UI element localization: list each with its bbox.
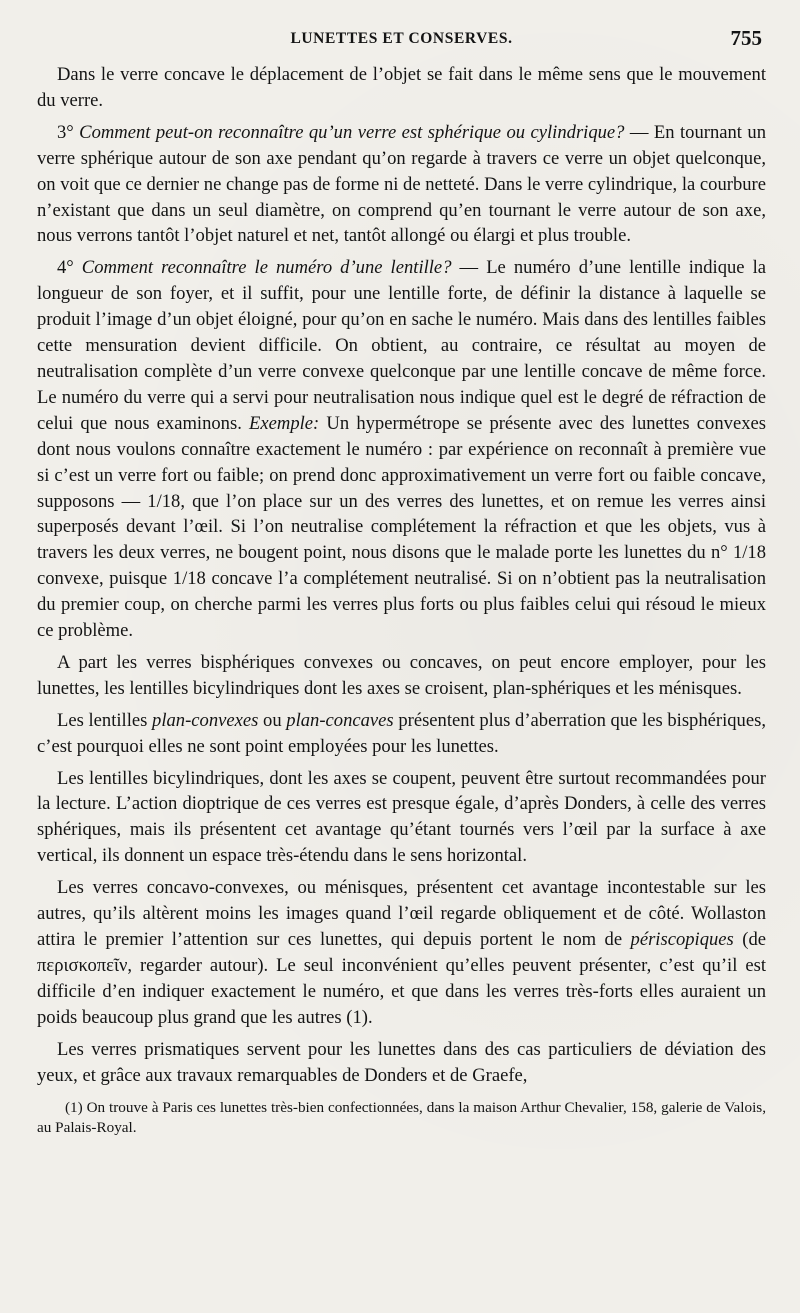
text: Les verres concavo-convexes, ou ménisques, présentent cet avantage incontestable sur les autres, qu’ils altèrent moins les images quand l’œil regarde obliquement et de côté. Wollaston attira le premier l’attention sur ces lunettes, qui depuis portent le nom de	[37, 877, 766, 950]
page-header	[37, 26, 766, 56]
body-text	[37, 62, 766, 1088]
running-title: LUNETTES ET CONSERVES.	[290, 30, 513, 47]
term: périscopiques	[630, 929, 734, 950]
paragraph-bispherical	[37, 650, 766, 702]
footnotes	[37, 1098, 766, 1138]
question-heading: Comment reconnaître le numéro d’une lentille?	[81, 257, 452, 279]
paragraph-plan-lenses	[37, 708, 766, 760]
text: Un hypermétrope se présente avec des lunettes convexes dont nous voulons connaître exactement le numéro : par expérience on reconnaît à première vue si c’est un verre fort ou faible; on prend donc approximativement un verre fort ou faible concave, supposons — 1/18, que l’on place sur un des verres des lunettes, et on remue les verres ainsi superposés devant l’œil. Si l’on neutralise complétement la réfraction et que les objets, vus à travers les deux verres, ne bougent point, nous disons que le malade porte les lunettes du n° 1/18 convexe, puisque 1/18 concave l’a complétement neutralisé. Si on n’obtient pas la neutralisation du premier coup, on cherche parmi les verres plus forts ou plus faibles celui qui résoud le mieux ce problème.	[37, 412, 766, 642]
item-number: 3°	[57, 121, 80, 143]
text: présentent plus d’aberration que les bisphériques, c’est pourquoi elles ne sont point employées pour les lunettes.	[37, 709, 766, 757]
paragraph-concave-displacement	[37, 62, 766, 114]
page-number: 755	[730, 26, 762, 50]
paragraph-bicylindrical	[37, 766, 766, 870]
text: — Le numéro d’une lentille indique la longueur de son foyer, et il suffit, pour une lentille forte, de définir la distance à laquelle se produit l’image d’un objet éloigné, pour qu’on en sache le numéro. Mais dans des lentilles faibles cette mensuration devient difficile. On obtient, au contraire, ce résultat au moyen de neutralisation complète d’un verre convexe quelconque par une lentille concave de même force. Le numéro du verre qui a servi pour neutralisation nous indique quel est le degré de réfraction de celui que nous examinons.	[37, 257, 767, 434]
text: ou	[258, 709, 287, 731]
paragraph-prismatic	[37, 1037, 766, 1089]
text: (de περισκοπεῖν, regarder autour). Le seul inconvénient qu’elles peuvent présenter, c’est qu’il est difficile d’en indiquer exactement le numéro, et que dans les verres très-forts elles auraient un poids beaucoup plus grand que les autres (1).	[37, 929, 766, 1028]
text: Dans le verre concave le déplacement de l’objet se fait dans le même sens que le mouvement du verre.	[37, 64, 766, 111]
footnote-1: (1) On trouve à Paris ces lunettes très-bien confectionnées, dans la maison Arthur Chevalier, 158, galerie de Valois, au Palais-Royal.	[37, 1099, 766, 1137]
text: Les lentilles bicylindriques, dont les axes se coupent, peuvent être surtout recommandées pour la lecture. L’action dioptrique de ces verres est presque égale, d’après Donders, à celle des verres sphériques, mais ils présentent cet avantage qu’étant tournés vers l’œil par la surface à axe vertical, ils donnent un espace très-étendu dans le sens horizontal.	[37, 767, 766, 867]
text: A part les verres bisphériques convexes ou concaves, on peut encore employer, pour les lunettes, les lentilles bicylindriques dont les axes se croisent, plan-sphériques et les ménisques.	[37, 651, 766, 699]
paragraph-spherical-or-cylindrical	[37, 120, 766, 250]
text: Les lentilles	[57, 709, 153, 731]
text: Les verres prismatiques servent pour les lunettes dans des cas particuliers de déviation des yeux, et grâce aux travaux remarquables de Donders et de Graefe,	[37, 1038, 766, 1086]
item-number: 4°	[57, 257, 82, 279]
text: — En tournant un verre sphérique autour de son axe pendant qu’on regarde à travers ce verre un objet quelconque, on voit que ce dernier ne change pas de forme ni de netteté. Dans le verre cylindrique, la courbure n’existant que dans un seul diamètre, on comprend qu’en tournant le verre autour de son axe, nous verrons tantôt l’objet naturel et net, tantôt allongé ou élargi et plus trouble.	[37, 121, 766, 247]
question-heading: Comment peut-on reconnaître qu’un verre est sphérique ou cylindrique?	[79, 121, 625, 143]
paragraph-meniscus	[37, 875, 766, 1030]
paragraph-lens-number	[37, 255, 766, 644]
term: plan-convexes	[152, 709, 259, 731]
example-label: Exemple:	[249, 412, 320, 434]
term: plan-concaves	[286, 709, 394, 731]
